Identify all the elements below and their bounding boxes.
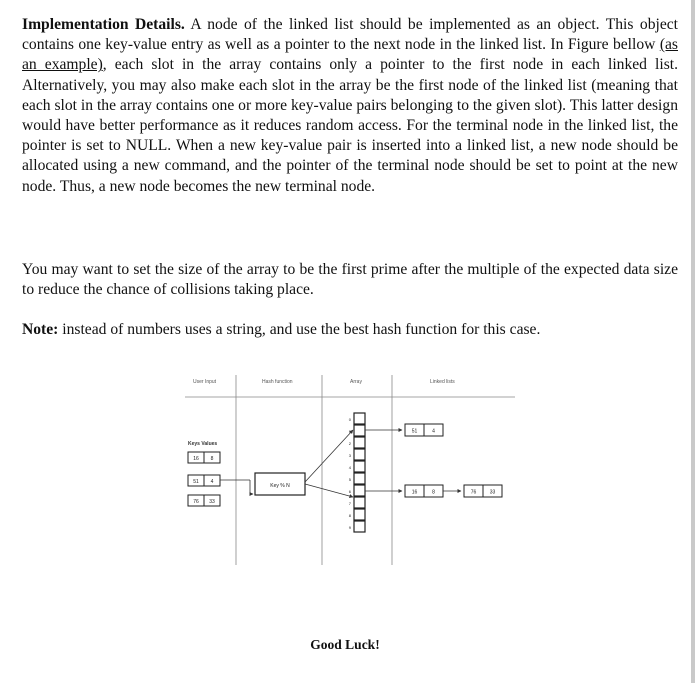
array-cell-9 [354,521,365,532]
header-array: Array [350,379,362,385]
input-value-3: 33 [209,499,215,505]
array-cell-5 [354,473,365,484]
list-node-76-value: 33 [489,489,496,496]
array-index-1: 1 [348,429,351,434]
input-key-2: 51 [193,479,199,485]
array-index-8: 8 [348,513,351,518]
list-node-51-value: 4 [432,428,435,435]
array-index-2: 2 [348,441,351,446]
note-label: Note: [22,321,59,338]
input-key-3: 76 [193,499,199,505]
input-pair-2 [188,475,220,486]
list-node-51-key: 51 [411,428,418,435]
array-cell-6 [354,485,365,496]
array-index-7: 7 [348,501,351,506]
list-node-51 [405,424,443,436]
input-pair-3 [188,495,220,506]
note-paragraph [22,320,678,340]
hash-to-slot-1-arrow [305,430,353,482]
header-user-input: User Input [193,379,217,385]
array-index-0: 0 [348,417,351,422]
list-node-76-key: 76 [470,489,477,496]
array-cell-3 [354,449,365,460]
input-value-2: 4 [210,479,214,485]
hash-table-figure [170,370,525,570]
keys-values-label: Keys Values [188,441,218,447]
input-pair-1 [188,452,220,463]
array-index-4: 4 [348,465,351,470]
array-cells [354,413,365,532]
list-node-16 [405,485,443,497]
header-hash-function: Hash function [262,379,293,385]
list-node-76 [464,485,502,497]
list-node-16-key: 16 [411,489,418,496]
array-cell-2 [354,437,365,448]
array-cell-8 [354,509,365,520]
array-index-6: 6 [348,489,351,494]
list-node-16-value: 8 [432,489,435,496]
example-link[interactable]: (as an example) [22,36,678,74]
good-luck-footer: Good Luck! [310,637,380,652]
array-cell-4 [354,461,365,472]
array-index-5: 5 [348,477,351,482]
implementation-details-paragraph [22,15,678,197]
hash-table-diagram [170,370,525,570]
array-index-9: 9 [348,525,351,530]
array-index-3: 3 [348,453,351,458]
hash-to-slot-6-arrow [305,484,353,497]
implementation-details-heading: Implementation Details. [22,16,185,33]
array-size-paragraph: You may want to set the size of the array to be the first prime after the multiple of the expected data size to reduce the chance of collisions taking place. [22,261,678,299]
hash-function-label: Key % N [270,483,290,489]
array-cell-7 [354,497,365,508]
note-text: instead of numbers uses a string, and use the best hash function for this case. [58,321,541,338]
array-cell-0 [354,413,365,424]
input-key-1: 16 [193,456,199,462]
input-value-1: 8 [210,456,214,462]
array-cell-1 [354,425,365,436]
paragraph1-text-a: A node of the linked list should be implemented as an object. This object contains one key-value entry as well as a pointer to the next node in the linked list. In Figure bellow [22,16,678,54]
header-linked-lists: Linked lists [430,379,455,385]
page-edge-shadow [691,0,695,683]
paragraph1-text-b: , each slot in the array contains only a pointer to the first node in each linked list. Alternatively, you may also make each slot in the array be the first node of the linked list (meaning that each slot in the array contains one or more key-value pairs belonging to the given slot). This latter design would have better performance as it reduces random access. For the terminal node in the linked list, the pointer is set to NULL. When a new key-value pair is inserted into a linked list, a new node should be allocated using a new command, and the pointer of the terminal node should be set to point at the new node. Thus, a new node becomes the new terminal node. [22,56,678,195]
